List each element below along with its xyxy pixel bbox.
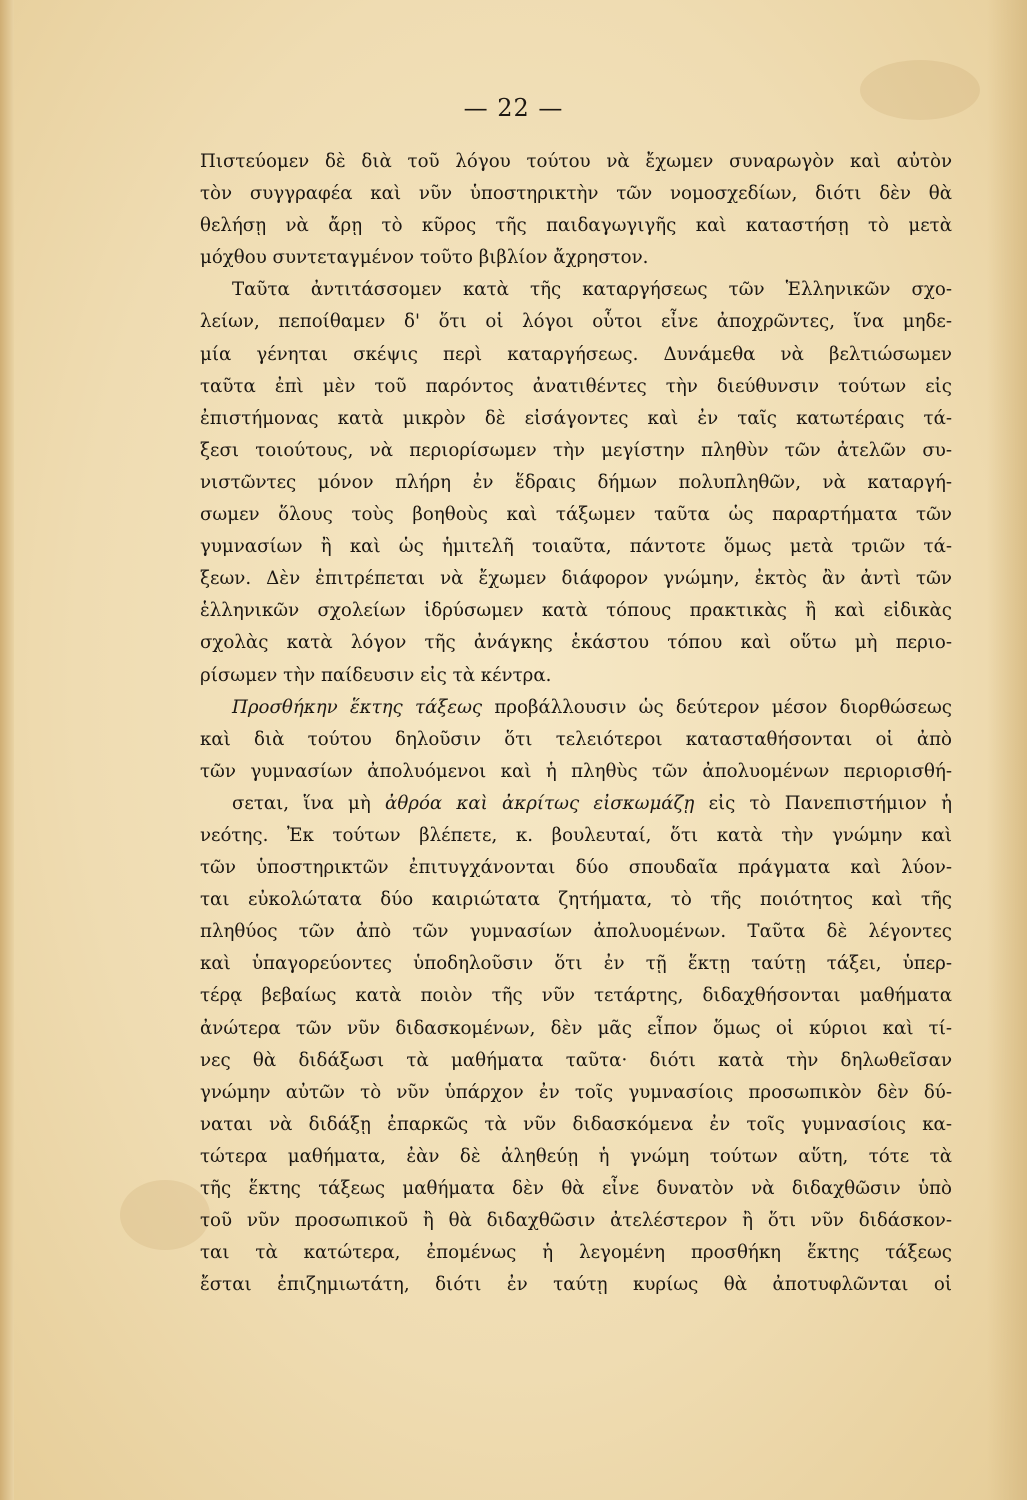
- text-line: ται εὐκολώτατα δύο καιριώτατα ζητήματα, τὸ τῆς ποιότητος καὶ τῆς: [200, 889, 952, 911]
- italic-phrase: Προσθήκην ἕκτης τάξεως: [232, 696, 483, 718]
- text-fragment: προβάλλουσιν ὡς δεύτερον μέσον διορθώσεως: [494, 696, 952, 718]
- text-line: νεότης. Ἐκ τούτων βλέπετε, κ. βουλευταί, ὅτι κατὰ τὴν γνώμην καὶ: [200, 824, 952, 846]
- text-line: Πιστεύομεν δὲ διὰ τοῦ λόγου τούτου νὰ ἔχωμεν συναρωγὸν καὶ αὐτὸν: [200, 151, 952, 172]
- text-line: τοῦ νῦν προσωπικοῦ ἢ θὰ διδαχθῶσιν ἀτελέστερον ἢ ὅτι νῦν διδάσκον-: [200, 1210, 952, 1232]
- text-line: ρίσωμεν τὴν παίδευσιν εἰς τὰ κέντρα.: [200, 664, 552, 686]
- paper-stain: [120, 1180, 210, 1250]
- text-line: θελήσῃ νὰ ἄρῃ τὸ κῦρος τῆς παιδαγωγιγῆς καὶ καταστήσῃ τὸ μετὰ: [200, 215, 952, 237]
- text-line: ται τὰ κατώτερα, ἐπομένως ἡ λεγομένη προσθήκη ἕκτης τάξεως: [200, 1242, 952, 1264]
- text-line: νιστῶντες μόνον πλήρη ἐν ἕδραις δήμων πολυπληθῶν, νὰ καταργή-: [200, 471, 952, 493]
- text-line: ἔσται ἐπιζημιωτάτη, διότι ἐν ταύτῃ κυρίως θὰ ἀποτυφλῶνται οἱ: [200, 1274, 952, 1296]
- text-line: γυμνασίων ἢ καὶ ὡς ἡμιτελῆ τοιαῦτα, πάντοτε ὅμως μετὰ τριῶν τά-: [200, 536, 952, 558]
- text-line: ἑλληνικῶν σχολείων ἱδρύσωμεν κατὰ τόπους πρακτικὰς ἢ καὶ εἰδικὰς: [200, 600, 952, 622]
- text-line: τὸν συγγραφέα καὶ νῦν ὑποστηρικτὴν τῶν νομοσχεδίων, διότι δὲν θὰ: [200, 183, 952, 205]
- text-line: νες θὰ διδάξωσι τὰ μαθήματα ταῦτα· διότι κατὰ τὴν δηλωθεῖσαν: [200, 1049, 952, 1071]
- page-number: — 22 —: [463, 94, 564, 122]
- body-text: [200, 146, 952, 1301]
- page-edge-shadow: [987, 0, 1027, 1500]
- text-line: λείων, πεποίθαμεν δ' ὅτι οἱ λόγοι οὗτοι εἶνε ἀποχρῶντες, ἵνα μηδε-: [200, 311, 952, 333]
- text-line: τῆς ἕκτης τάξεως μαθήματα δὲν θὰ εἶνε δυνατὸν νὰ διδαχθῶσιν ὑπὸ: [200, 1178, 952, 1199]
- text-line: Ταῦτα ἀντιτάσσομεν κατὰ τῆς καταργήσεως τῶν Ἑλληνικῶν σχο-: [232, 279, 952, 301]
- text-line: ἐπιστήμονας κατὰ μικρὸν δὲ εἰσάγοντες καὶ ἐν ταῖς κατωτέραις τά-: [200, 407, 952, 429]
- text-line: ναται νὰ διδάξῃ ἐπαρκῶς τὰ νῦν διδασκόμενα ἐν τοῖς γυμνασίοις κα-: [200, 1113, 952, 1135]
- text-line: γνώμην αὐτῶν τὸ νῦν ὑπάρχον ἐν τοῖς γυμνασίοις προσωπικὸν δὲν δύ-: [200, 1081, 952, 1103]
- text-line: τῶν γυμνασίων ἀπολυόμενοι καὶ ἡ πληθὺς τῶν ἀπολυομένων περιορισθή-: [200, 760, 952, 782]
- text-line: [200, 692, 952, 724]
- text-line: καὶ ὑπαγορεύοντες ὑποδηλοῦσιν ὅτι ἐν τῇ ἕκτῃ ταύτῃ τάξει, ὑπερ-: [200, 953, 952, 975]
- text-line: ξεων. Δὲν ἐπιτρέπεται νὰ ἔχωμεν διάφορον γνώμην, ἐκτὸς ἂν ἀντὶ τῶν: [200, 568, 952, 590]
- text-line: σωμεν ὅλους τοὺς βοηθοὺς καὶ τάξωμεν ταῦτα ὡς παραρτήματα τῶν: [200, 504, 952, 526]
- italic-phrase: ἀθρόα καὶ ἀκρίτως εἰσκωμάζῃ: [385, 792, 695, 814]
- text-fragment: εἰς τὸ Πανεπιστήμιον ἡ: [708, 792, 952, 814]
- text-line: μόχθου συντεταγμένον τοῦτο βιβλίον ἄχρηστον.: [200, 247, 649, 269]
- text-line: πληθύος τῶν ἀπὸ τῶν γυμνασίων ἀπολυομένων. Ταῦτα δὲ λέγοντες: [200, 921, 952, 943]
- page-gutter-shadow: [0, 0, 14, 1500]
- text-line: σχολὰς κατὰ λόγον τῆς ἀνάγκης ἑκάστου τόπου καὶ οὕτω μὴ περιο-: [200, 632, 952, 654]
- text-fragment: σεται, ἵνα μὴ: [232, 792, 371, 814]
- text-line: μία γένηται σκέψις περὶ καταργήσεως. Δυνάμεθα νὰ βελτιώσωμεν: [200, 343, 952, 365]
- text-line: ταῦτα ἐπὶ μὲν τοῦ παρόντος ἀνατιθέντες τὴν διεύθυνσιν τούτων εἰς: [200, 375, 952, 397]
- text-line: τέρᾳ βεβαίως κατὰ ποιὸν τῆς νῦν τετάρτης, διδαχθήσονται μαθήματα: [200, 985, 952, 1007]
- text-line: ἀνώτερα τῶν νῦν διδασκομένων, δὲν μᾶς εἶπον ὅμως οἱ κύριοι καὶ τί-: [200, 1017, 952, 1039]
- text-line: [200, 788, 952, 820]
- text-line: ξεσι τοιούτους, νὰ περιορίσωμεν τὴν μεγίστην πληθὺν τῶν ἀτελῶν συ-: [200, 439, 952, 461]
- text-line: τώτερα μαθήματα, ἐὰν δὲ ἀληθεύῃ ἡ γνώμη τούτων αὕτη, τότε τὰ: [200, 1145, 952, 1167]
- text-line: τῶν ὑποστηρικτῶν ἐπιτυγχάνονται δύο σπουδαῖα πράγματα καὶ λύον-: [200, 857, 952, 879]
- text-line: καὶ διὰ τούτου δηλοῦσιν ὅτι τελειότεροι κατασταθήσονται οἱ ἀπὸ: [200, 728, 952, 750]
